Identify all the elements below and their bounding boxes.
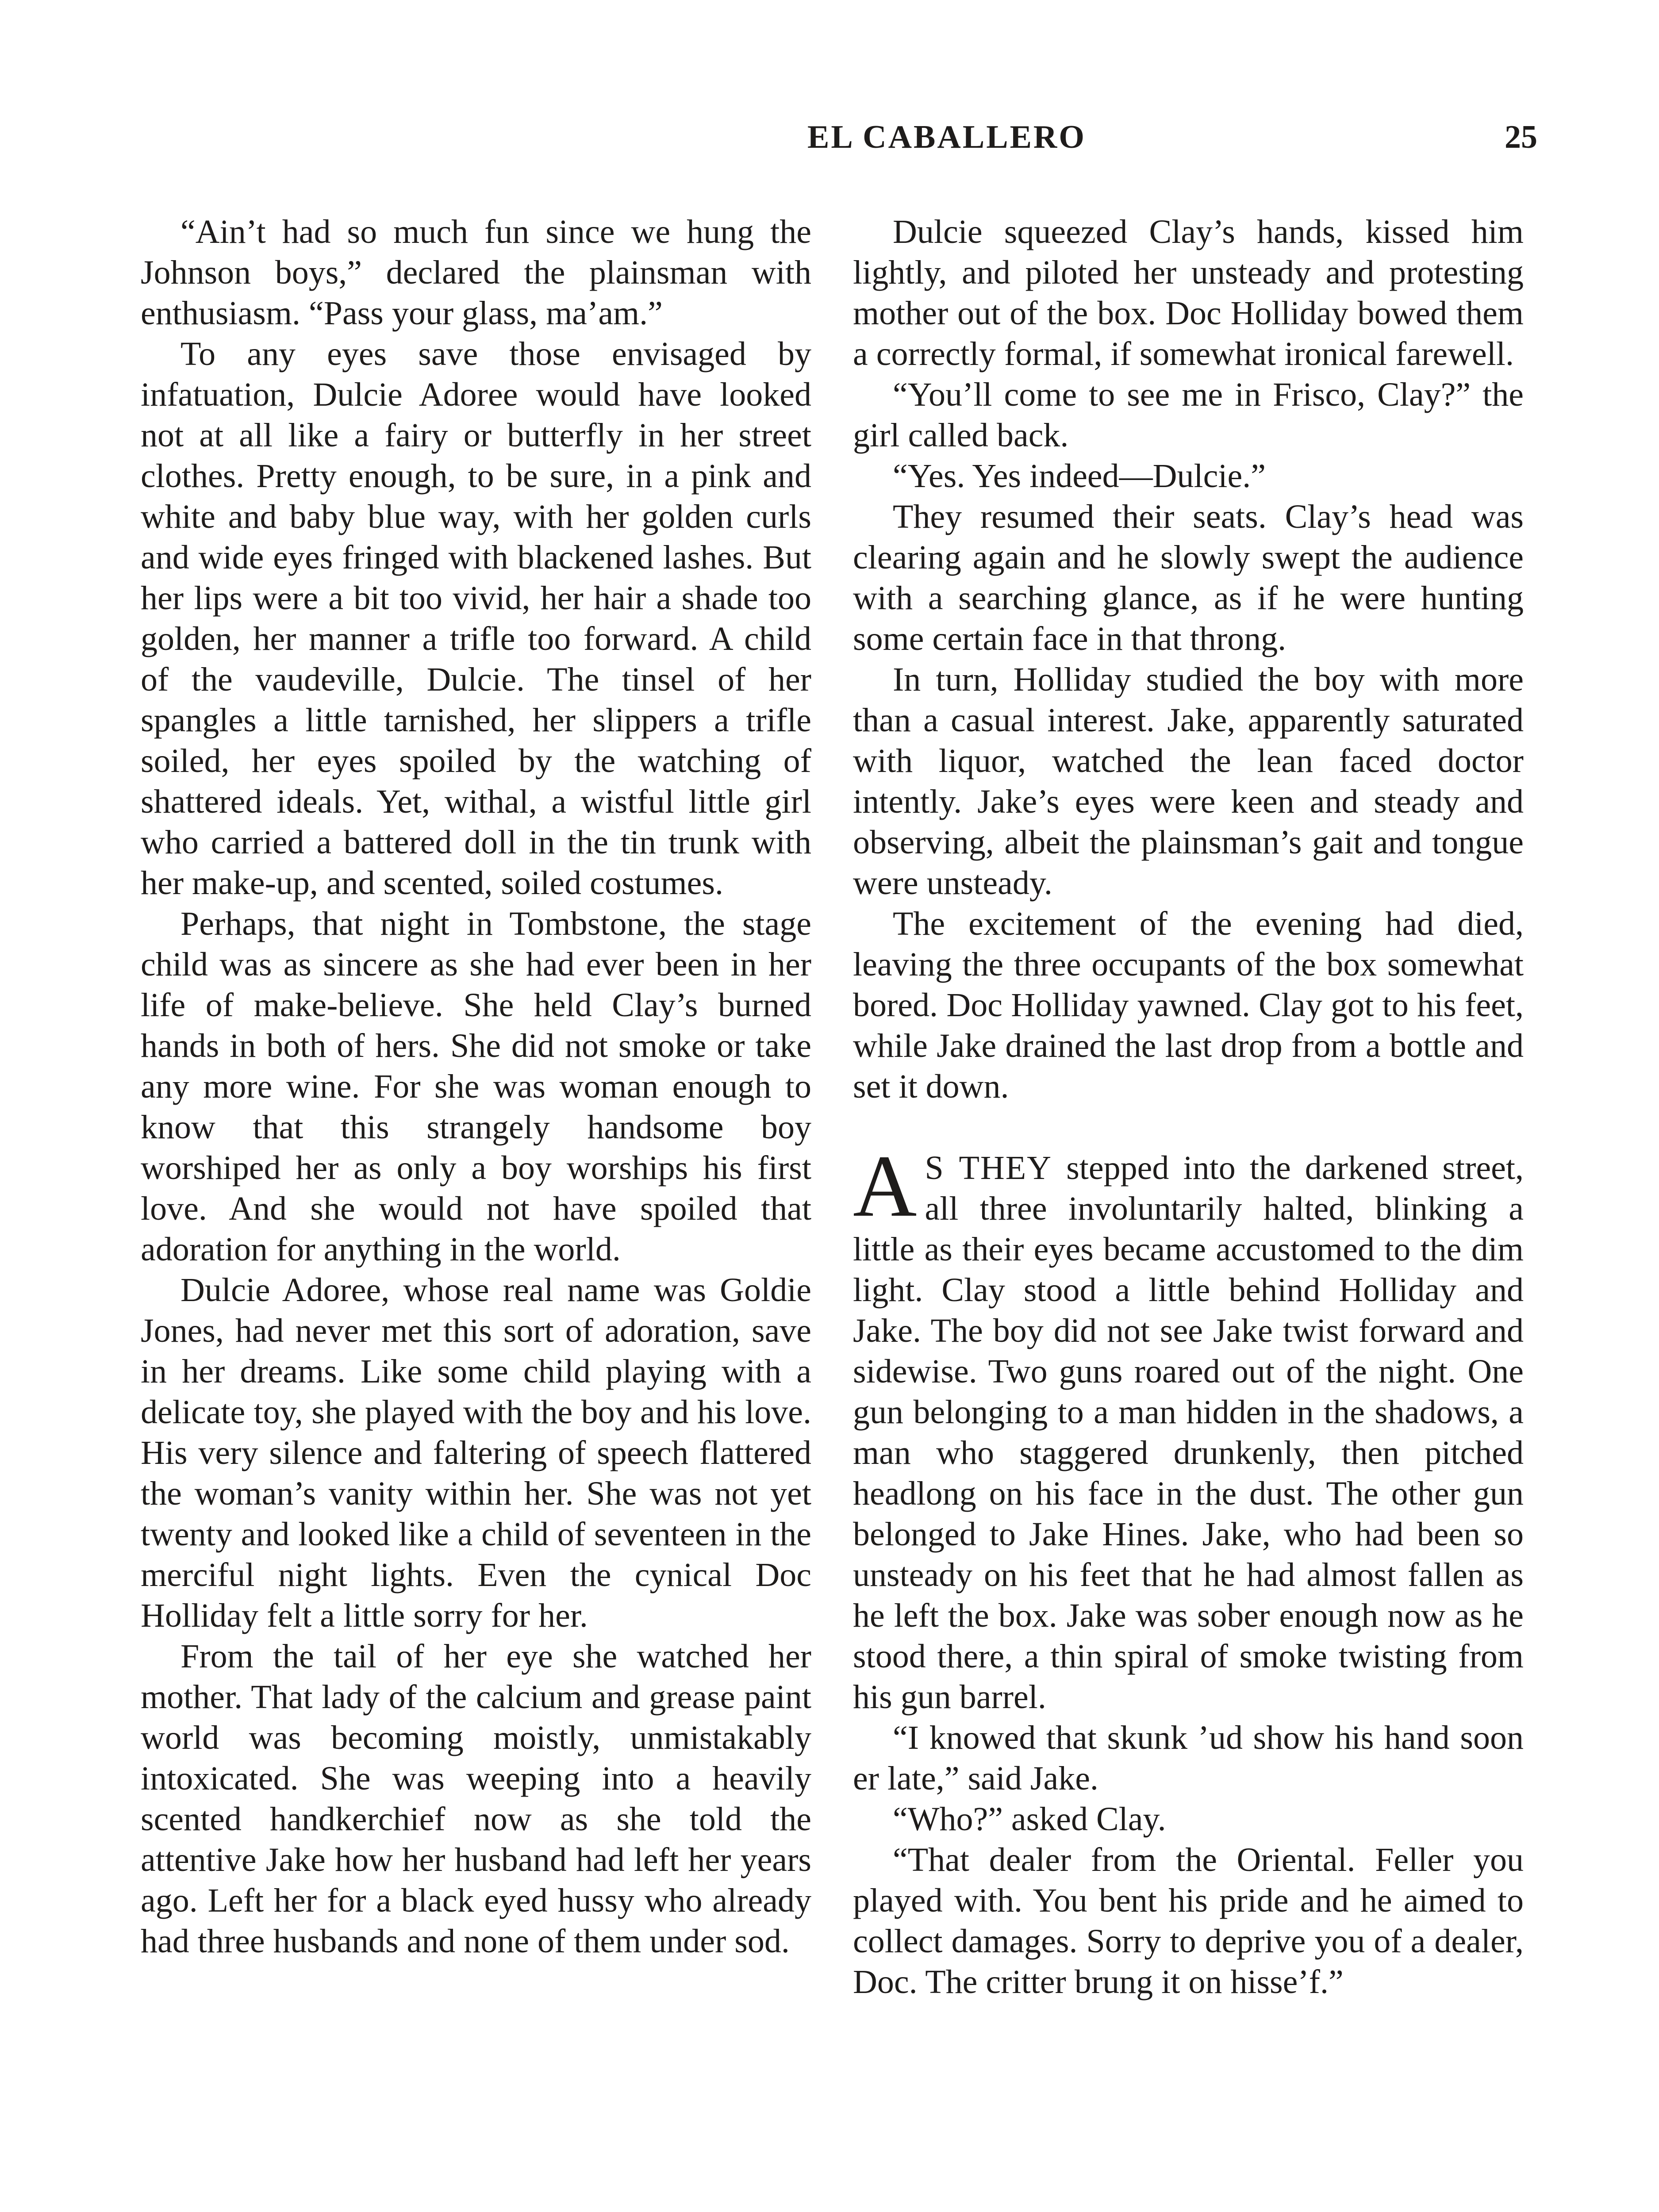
paragraph: The excitement of the evening had died, leaving the three occupants of the box somewhat bored. Doc Holliday yawned. Clay got to his feet, while Jake drained the last drop from a bottle and set it down. [853, 905, 1524, 1105]
run-in-caps: S THEY [925, 1149, 1052, 1187]
paragraph: “Ain’t had so much fun since we hung the Johnson boys,” declared the plainsman with enthusiasm. “Pass your glass, ma’am.” [141, 213, 811, 332]
paragraph: Dulcie Adoree, whose real name was Goldie Jones, had never met this sort of adoration, save in her dreams. Like some child playing with a delicate toy, she played with the boy and his love. His very silence and faltering of speech flattered the woman’s vanity within her. She was not yet twenty and looked like a child of seventeen in the merciful night lights. Even the cynical Doc Holliday felt a little sorry for her. [141, 1271, 811, 1634]
right-column [853, 211, 1524, 2002]
running-head [137, 119, 1537, 167]
page-number: 25 [1505, 119, 1537, 155]
drop-cap: A [853, 1137, 917, 1235]
left-column [141, 211, 811, 1962]
paragraph: Dulcie squeezed Clay’s hands, kissed him lightly, and piloted her unsteady and protesting mother out of the box. Doc Holliday bowed them a correctly formal, if somewhat ironical farewell. [853, 213, 1524, 373]
paragraph: “Who?” asked Clay. [893, 1801, 1166, 1838]
paragraph: “Yes. Yes indeed—Dulcie.” [893, 457, 1266, 495]
section-opening-paragraph [853, 1137, 1524, 1717]
paragraph: Perhaps, that night in Tombstone, the stage child was as sincere as she had ever been in her life of make-believe. She held Clay’s burned hands in both of hers. She did not smoke or take any more wine. For she was woman enough to know that this strangely handsome boy worshiped her as only a boy worships his first love. And she would not have spoiled that adoration for anything in the world. [141, 905, 811, 1268]
paragraph: To any eyes save those envisaged by infatuation, Dulcie Adoree would have looked not at all like a fairy or butterfly in her street clothes. Pretty enough, to be sure, in a pink and white and baby blue way, with her golden curls and wide eyes fringed with blackened lashes. But her lips were a bit too vivid, her hair a shade too golden, her manner a trifle too forward. A child of the vaudeville, Dulcie. The tinsel of her spangles a little tarnished, her slippers a trifle soiled, her eyes spoiled by the watching of shattered ideals. Yet, withal, a wistful little girl who carried a battered doll in the tin trunk with her make-up, and scented, soiled costumes. [141, 335, 811, 902]
paragraph: From the tail of her eye she watched her mother. That lady of the calcium and grease paint world was becoming moistly, unmistakably intoxicated. She was weeping into a heavily scented handkerchief now as she told the attentive Jake how her husband had left her years ago. Left her for a black eyed hussy who already had three husbands and none of them under sod. [141, 1638, 811, 1960]
section-text: stepped into the darkened street, all three involuntarily halted, blinking a little as their eyes became accustomed to the dim light. Clay stood a little behind Holliday and Jake. The boy did not see Jake twist forward and sidewise. Two guns roared out of the night. One gun belonging to a man hidden in the shadows, a man who staggered drunkenly, then pitched headlong on his face in the dust. The other gun belonged to Jake Hines. Jake, who had been so unsteady on his feet that he had almost fallen as he left the box. Jake was sober enough now as he stood there, a thin spiral of smoke twisting from his gun barrel. [853, 1149, 1524, 1716]
paragraph: They resumed their seats. Clay’s head was clearing again and he slowly swept the audience with a searching glance, as if he were hunting some certain face in that throng. [853, 498, 1524, 657]
running-title: EL CABALLERO [807, 119, 1086, 155]
paragraph: “That dealer from the Oriental. Feller you played with. You bent his pride and he aimed to collect damages. Sorry to deprive you of a dealer, Doc. The critter brung it on hisse’f.” [853, 1841, 1524, 2001]
paragraph: “You’ll come to see me in Frisco, Clay?” the girl called back. [853, 376, 1524, 454]
paragraph: In turn, Holliday studied the boy with more than a casual interest. Jake, apparently saturated with liquor, watched the lean faced doctor intently. Jake’s eyes were keen and steady and observing, albeit the plainsman’s gait and tongue were unsteady. [853, 661, 1524, 902]
paragraph: “I knowed that skunk ’ud show his hand soon er late,” said Jake. [853, 1719, 1524, 1797]
